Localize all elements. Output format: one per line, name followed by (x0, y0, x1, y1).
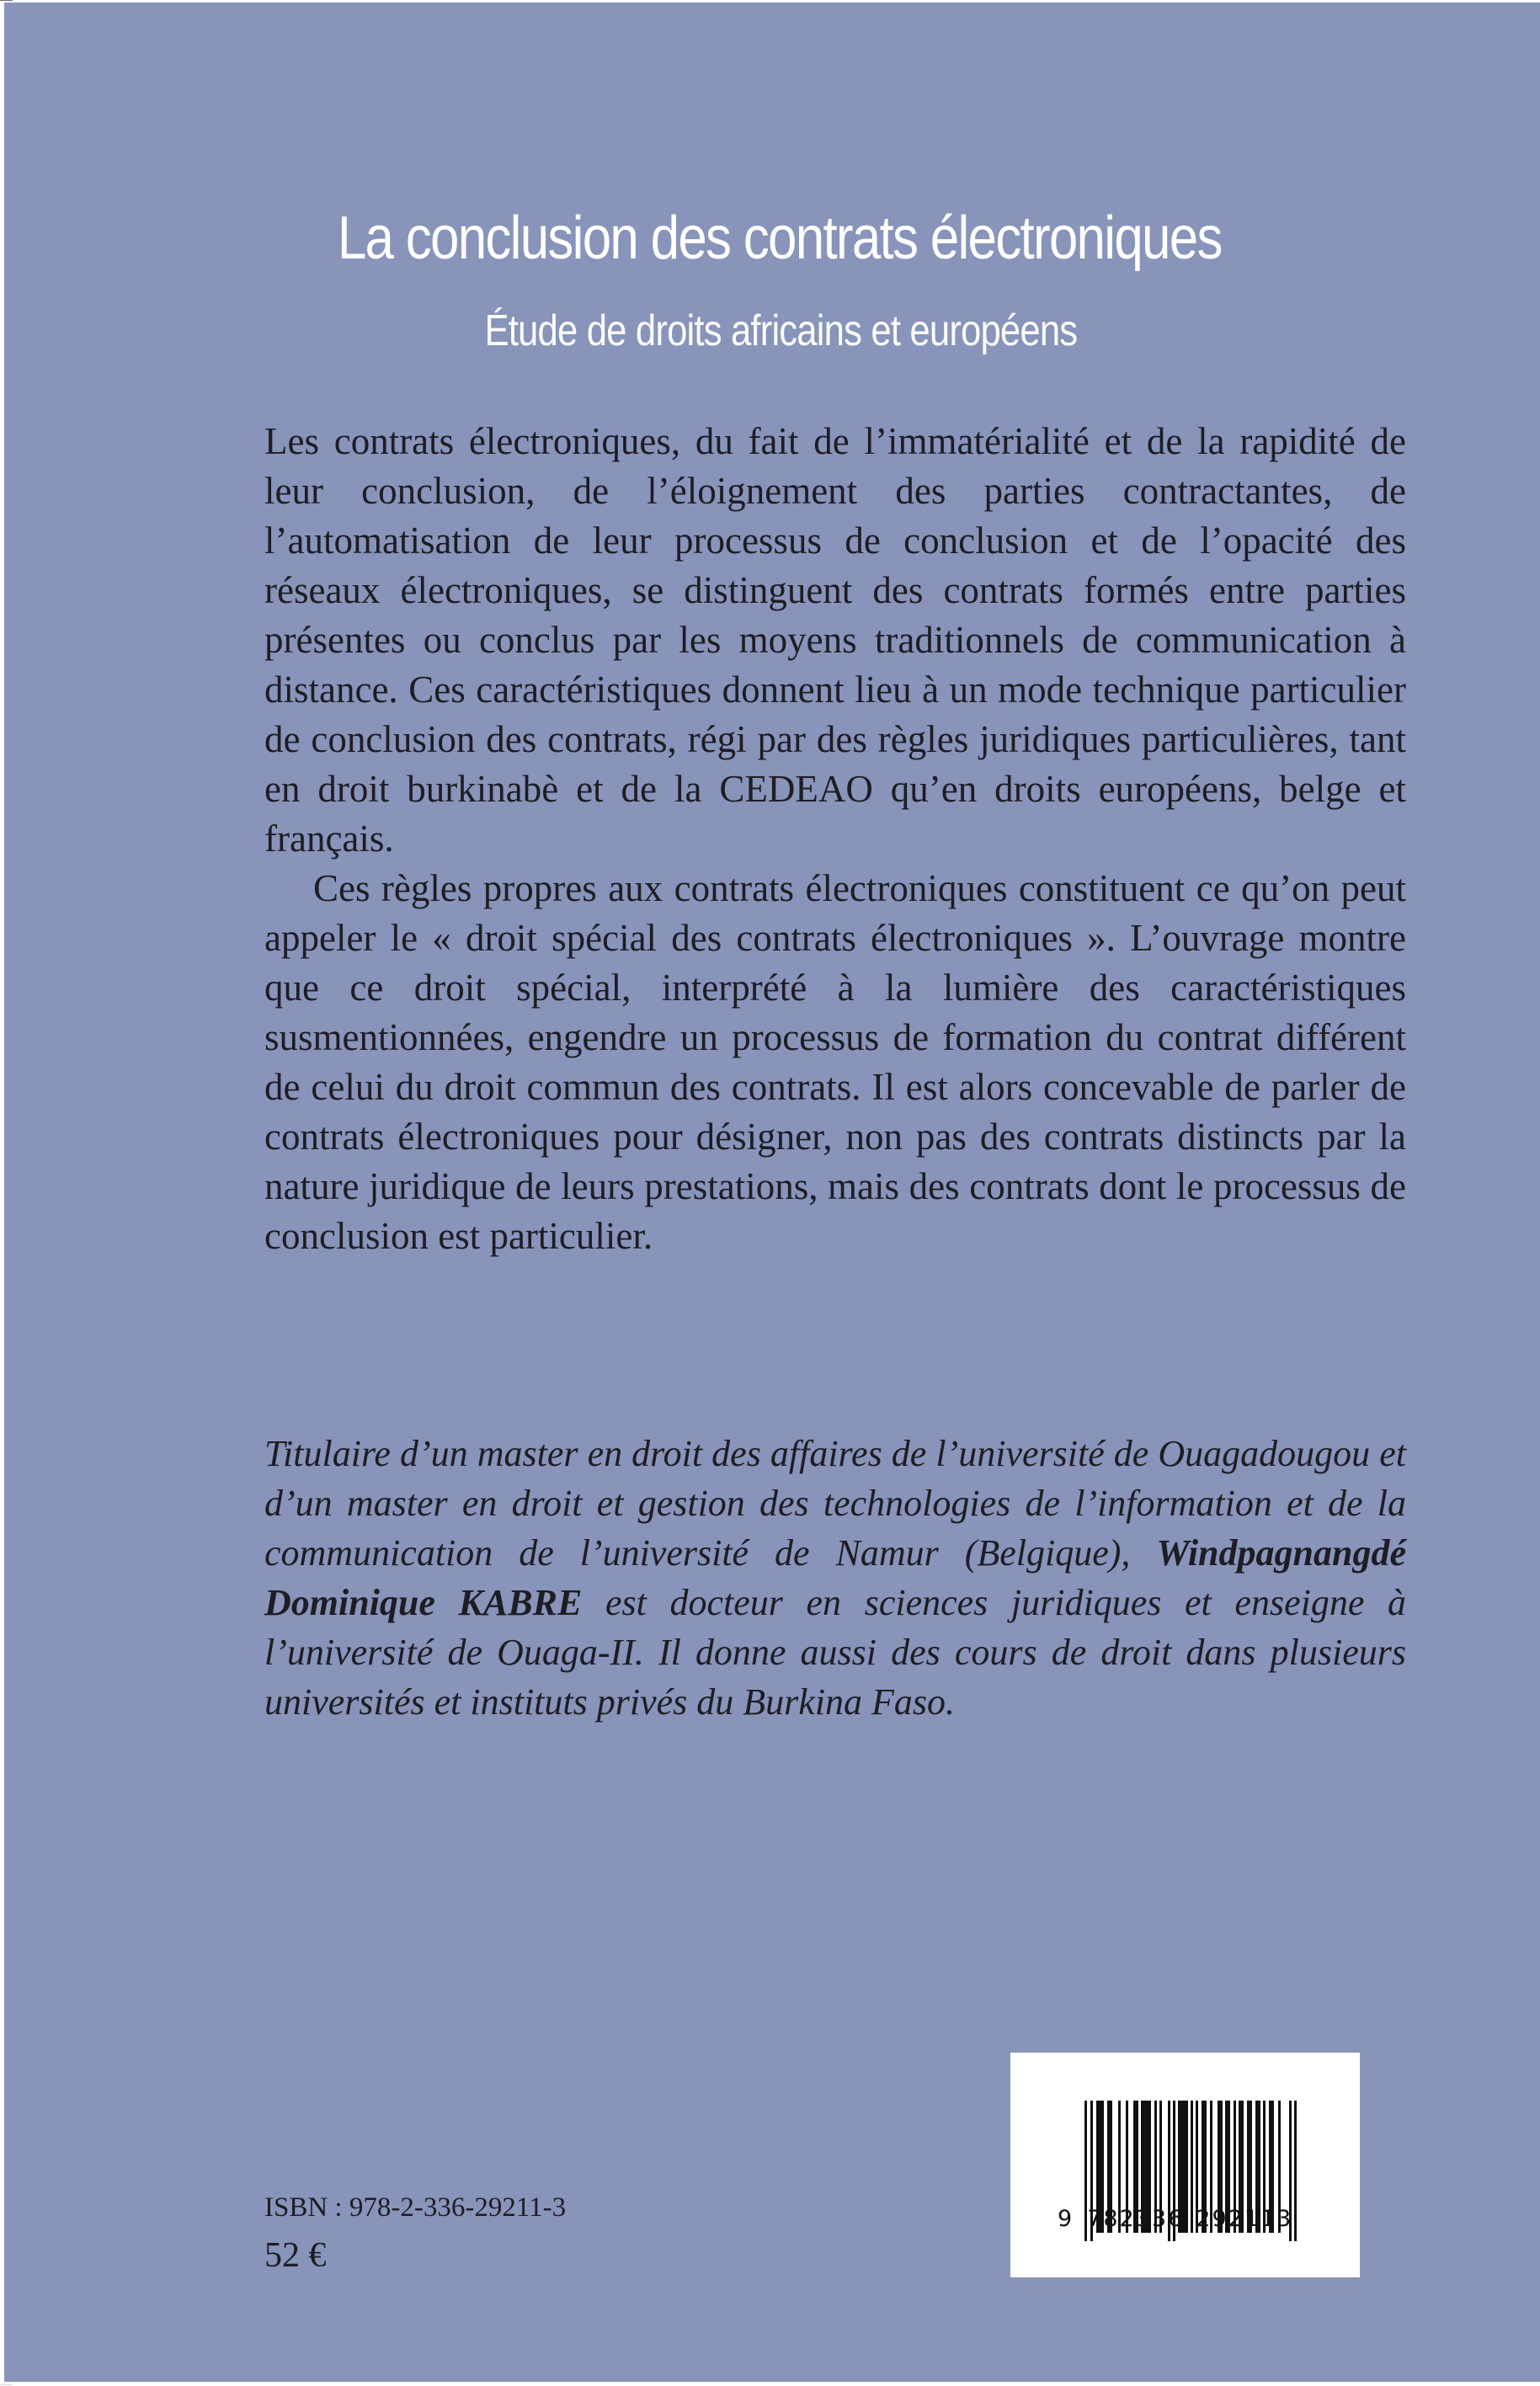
crop-mark (0, 2384, 13, 2385)
barcode-digits-left: 782336 (1087, 2206, 1185, 2232)
isbn-barcode (1010, 2053, 1360, 2277)
price-label: 52 € (264, 2236, 327, 2275)
author-bio (264, 1429, 1406, 1727)
book-description (264, 417, 1406, 1261)
description-paragraph: Ces règles propres aux contrats électroniques constituent ce qu’on peut appeler le « droit spécial des contrats électroniques ». L’ouvrage montre que ce droit spécial, interprété à la lumière des caractéristiques susmentionnées, engendre un processus de formation du contrat différent de celui du droit commun des contrats. Il est alors concevable de parler de contrats électroniques pour désigner, non pas des contrats distincts par la nature juridique de leurs prestations, mais des contrats dont le processus de conclusion est particulier. (264, 867, 1406, 1257)
book-subtitle: Étude de droits africains et européens (484, 306, 1078, 355)
author-bio-text: Titulaire d’un master en droit des affaires de l’université de Ouagadougou et d’un master en droit et gestion des technologies de l’information et de la communication de l’université de Namur (Belgique), (264, 1433, 1406, 1574)
crop-mark (0, 0, 13, 1)
barcode-digits-right: 292113 (1196, 2206, 1293, 2232)
author-bio-text: est docteur en sciences juridiques et enseigne à l’université de Ouaga-II. Il donne aussi des cours de droit dans plusieurs universités et instituts privés du Burkina Faso. (264, 1582, 1406, 1723)
barcode-digits (1058, 2206, 1310, 2232)
description-paragraph: Les contrats électroniques, du fait de l’immatérialité et de la rapidité de leur conclusion, de l’éloignement des parties contractantes, de l’automatisation de leur processus de conclusion et de l’opacité des réseaux électroniques, se distinguent des contrats formés entre parties présentes ou conclus par les moyens traditionnels de communication à distance. Ces caractéristiques donnent lieu à un mode technique particulier de conclusion des contrats, régi par des règles juridiques particulières, tant en droit burkinabè et de la CEDEAO qu’en droits européens, belge et français. (264, 420, 1406, 860)
isbn-label: ISBN : 978-2-336-29211-3 (264, 2192, 567, 2223)
barcode-digit-prefix: 9 (1058, 2206, 1074, 2232)
book-title: La conclusion des contrats électroniques (337, 205, 1222, 272)
author-name: Windpagnangdé Dominique KABRE (264, 1532, 1406, 1623)
barcode-icon (1010, 2053, 1360, 2277)
